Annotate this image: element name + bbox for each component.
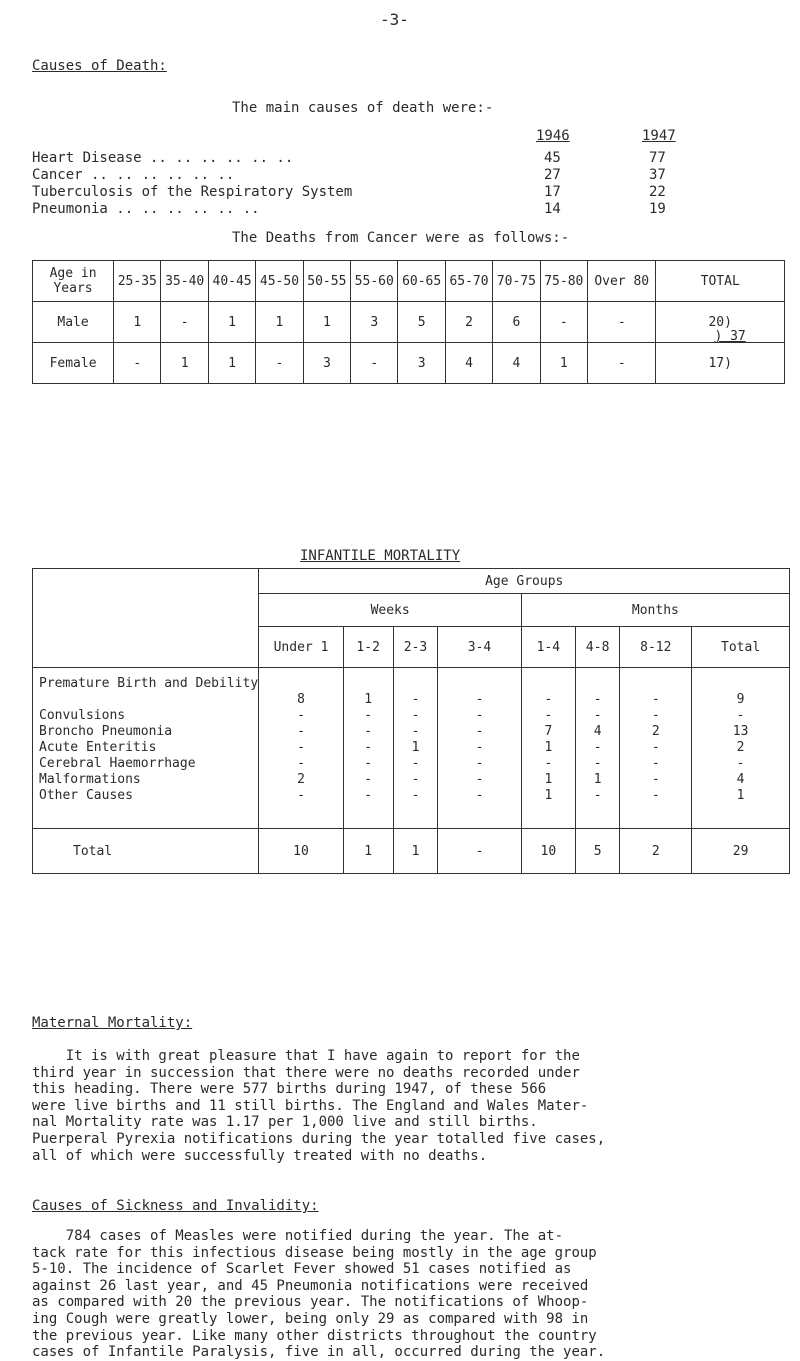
cell: 4 [593, 724, 602, 739]
cell: - [593, 788, 602, 803]
cell: 3 [398, 343, 445, 384]
cause-label: Heart Disease .. .. .. .. .. .. [32, 150, 294, 166]
col-3-4 [438, 668, 522, 829]
col-under-1 [259, 668, 343, 829]
cause-label: Convulsions [39, 708, 126, 723]
col-header: 3-4 [438, 627, 522, 668]
age-band: 25-35 [114, 261, 161, 302]
male-total: 20) [708, 314, 732, 330]
maternal-paragraph: It is with great pleasure that I have again to report for the third year in succession that there were no deaths recorded under this heading. There were 577 births during 1947, of these 566 were live births and 11 still births. The England and Wales Mater- nal Mortality rate was 1.17 per 1,000 live and still births. Puerperal Pyrexia notifications during the year totalled five cases, all of which were successfully treated with no deaths. [32, 1048, 606, 1164]
cell: - [593, 708, 602, 723]
page-number: -3- [380, 10, 409, 29]
cell: 1 [544, 772, 553, 787]
cell: - [736, 708, 745, 723]
cell: - [256, 343, 303, 384]
total-cell [656, 302, 785, 343]
age-groups-label: Age Groups [259, 569, 790, 594]
cell: - [588, 302, 656, 343]
cell: - [114, 343, 161, 384]
cause-labels [33, 668, 259, 829]
total-header: TOTAL [656, 261, 785, 302]
col-m-4-8 [575, 668, 619, 829]
cell: - [544, 756, 553, 771]
cause-label: Cerebral Haemorrhage [39, 756, 196, 771]
cell: - [411, 788, 420, 803]
cell: - [351, 343, 398, 384]
female-total: 17) [656, 343, 785, 384]
age-band: 40-45 [208, 261, 255, 302]
total-cell: 2 [620, 829, 692, 874]
age-band: 60-65 [398, 261, 445, 302]
cell: - [544, 708, 553, 723]
cell: - [161, 302, 208, 343]
causes-heading: Causes of Death: [32, 58, 167, 74]
total-cell: 10 [521, 829, 575, 874]
cause-value-1946: 17 [544, 184, 561, 200]
cell: - [475, 692, 484, 707]
total-cell: 1 [393, 829, 437, 874]
col-header: Under 1 [259, 627, 343, 668]
cell: - [588, 343, 656, 384]
cell: 1 [544, 788, 553, 803]
cell: - [651, 772, 660, 787]
cause-value-1946: 45 [544, 150, 561, 166]
cell: 5 [398, 302, 445, 343]
cell: 4 [445, 343, 492, 384]
cell: - [593, 740, 602, 755]
cancer-header-row [33, 261, 785, 302]
cell: 3 [351, 302, 398, 343]
cause-row [32, 150, 732, 167]
cell: - [593, 692, 602, 707]
weeks-label: Weeks [259, 594, 521, 627]
cell: 1 [364, 692, 373, 707]
cause-label: Pneumonia .. .. .. .. .. .. [32, 201, 260, 217]
infant-heading: INFANTILE MORTALITY [300, 548, 461, 564]
cause-label: Malformations [39, 772, 141, 787]
cell: - [364, 708, 373, 723]
col-m-8-12 [620, 668, 692, 829]
total-cell: 1 [343, 829, 393, 874]
cell: - [411, 692, 420, 707]
cell: 8 [297, 692, 305, 707]
cell: - [736, 756, 745, 771]
age-band: 50-55 [303, 261, 350, 302]
sickness-paragraph: 784 cases of Measles were notified during the year. The at- tack rate for this infectious disease being mostly in the age group 5-10. The incidence of Scarlet Fever showed 51 cases notified as against 26 last year, and 45 Pneumonia notifications were received as compared with 20 the previous year. The notifications of Whoop- ing Cough were greatly lower, being only 29 as compared with 98 in the previous year. Like many other districts throughout the country cases of Infantile Paralysis, five in all, occurred during the year. [32, 1228, 606, 1361]
cell: - [651, 740, 660, 755]
cell: - [475, 724, 484, 739]
cell: - [297, 788, 305, 803]
col-header: 2-3 [393, 627, 437, 668]
cell: - [475, 756, 484, 771]
infant-body-row [33, 668, 790, 829]
age-band: 75-80 [540, 261, 587, 302]
infant-total-row [33, 829, 790, 874]
cancer-deaths-table [32, 260, 785, 384]
cell: - [475, 740, 484, 755]
total-cell: 29 [692, 829, 790, 874]
col-header: 4-8 [575, 627, 619, 668]
cell: - [593, 756, 602, 771]
year-1946: 1946 [536, 128, 570, 144]
cause-value-1947: 19 [649, 201, 666, 217]
col-m-1-4 [521, 668, 575, 829]
main-causes-list [32, 150, 732, 218]
total-cell: 10 [259, 829, 343, 874]
sickness-heading: Causes of Sickness and Invalidity: [32, 1198, 319, 1214]
maternal-heading: Maternal Mortality: [32, 1015, 193, 1031]
col-total [692, 668, 790, 829]
cell: 2 [651, 724, 660, 739]
cell: 2 [297, 772, 305, 787]
total-label: Total [33, 829, 259, 874]
cause-value-1946: 14 [544, 201, 561, 217]
age-band: 65-70 [445, 261, 492, 302]
cell: 1 [593, 772, 602, 787]
main-causes-intro: The main causes of death were:- [232, 100, 494, 116]
cell: - [297, 724, 305, 739]
age-band: 55-60 [351, 261, 398, 302]
cause-label: Tuberculosis of the Respiratory System [32, 184, 353, 200]
age-band: Over 80 [588, 261, 656, 302]
cell: - [411, 724, 420, 739]
cancer-intro: The Deaths from Cancer were as follows:- [232, 230, 570, 246]
col-header: 1-4 [521, 627, 575, 668]
cell: - [651, 692, 660, 707]
cell: 1 [114, 302, 161, 343]
cell: - [411, 772, 420, 787]
months-label: Months [521, 594, 789, 627]
cell: - [364, 724, 373, 739]
cell: - [297, 740, 305, 755]
cell: 4 [493, 343, 540, 384]
cell: 6 [493, 302, 540, 343]
total-cell: 5 [575, 829, 619, 874]
total-cell: - [438, 829, 522, 874]
infant-header-row-1 [33, 569, 790, 594]
cell: - [411, 756, 420, 771]
grand-total: ) 37 [714, 329, 746, 344]
cell: 1 [208, 343, 255, 384]
col-header: Total [692, 627, 790, 668]
col-1-2 [343, 668, 393, 829]
cell: - [544, 692, 553, 707]
cause-value-1947: 37 [649, 167, 666, 183]
cell: 3 [303, 343, 350, 384]
cause-value-1947: 77 [649, 150, 666, 166]
cause-value-1946: 27 [544, 167, 561, 183]
cell: 4 [736, 772, 745, 787]
cause-value-1947: 22 [649, 184, 666, 200]
cell: - [651, 708, 660, 723]
cell: - [411, 708, 420, 723]
cell: 13 [732, 724, 749, 739]
cause-row [32, 184, 732, 201]
cell: 9 [736, 692, 745, 707]
cell: 2 [445, 302, 492, 343]
col-header: 8-12 [620, 627, 692, 668]
age-header: Age in Years [33, 261, 114, 302]
year-1947: 1947 [642, 128, 676, 144]
cause-label: Cancer .. .. .. .. .. .. [32, 167, 235, 183]
cell: - [475, 788, 484, 803]
cell: 1 [544, 740, 553, 755]
cause-row [32, 167, 732, 184]
cell: 1 [736, 788, 745, 803]
cell: - [364, 756, 373, 771]
cell: 7 [544, 724, 553, 739]
blank-corner [33, 569, 259, 668]
cell: 1 [540, 343, 587, 384]
cell: - [475, 772, 484, 787]
cause-label: Broncho Pneumonia [39, 724, 173, 739]
cell: 2 [736, 740, 745, 755]
cell: 1 [256, 302, 303, 343]
cancer-male-row [33, 302, 785, 343]
cancer-female-row [33, 343, 785, 384]
cell: - [297, 756, 305, 771]
infant-mortality-table [32, 568, 790, 874]
cell: - [651, 756, 660, 771]
cell: - [540, 302, 587, 343]
cell: 1 [208, 302, 255, 343]
age-band: 70-75 [493, 261, 540, 302]
cell: 1 [303, 302, 350, 343]
cell: - [297, 708, 305, 723]
cause-label: Other Causes [39, 788, 133, 803]
age-band: 45-50 [256, 261, 303, 302]
age-band: 35-40 [161, 261, 208, 302]
cell: 1 [161, 343, 208, 384]
cell: 1 [411, 740, 420, 755]
cause-label: Premature Birth and Debility [39, 676, 259, 691]
cell: - [364, 788, 373, 803]
col-header: 1-2 [343, 627, 393, 668]
col-2-3 [393, 668, 437, 829]
cause-row [32, 201, 732, 218]
cell: - [651, 788, 660, 803]
cell: - [364, 772, 373, 787]
row-label: Male [33, 302, 114, 343]
cause-label: Acute Enteritis [39, 740, 157, 755]
cell: - [475, 708, 484, 723]
cell: - [364, 740, 373, 755]
row-label: Female [33, 343, 114, 384]
